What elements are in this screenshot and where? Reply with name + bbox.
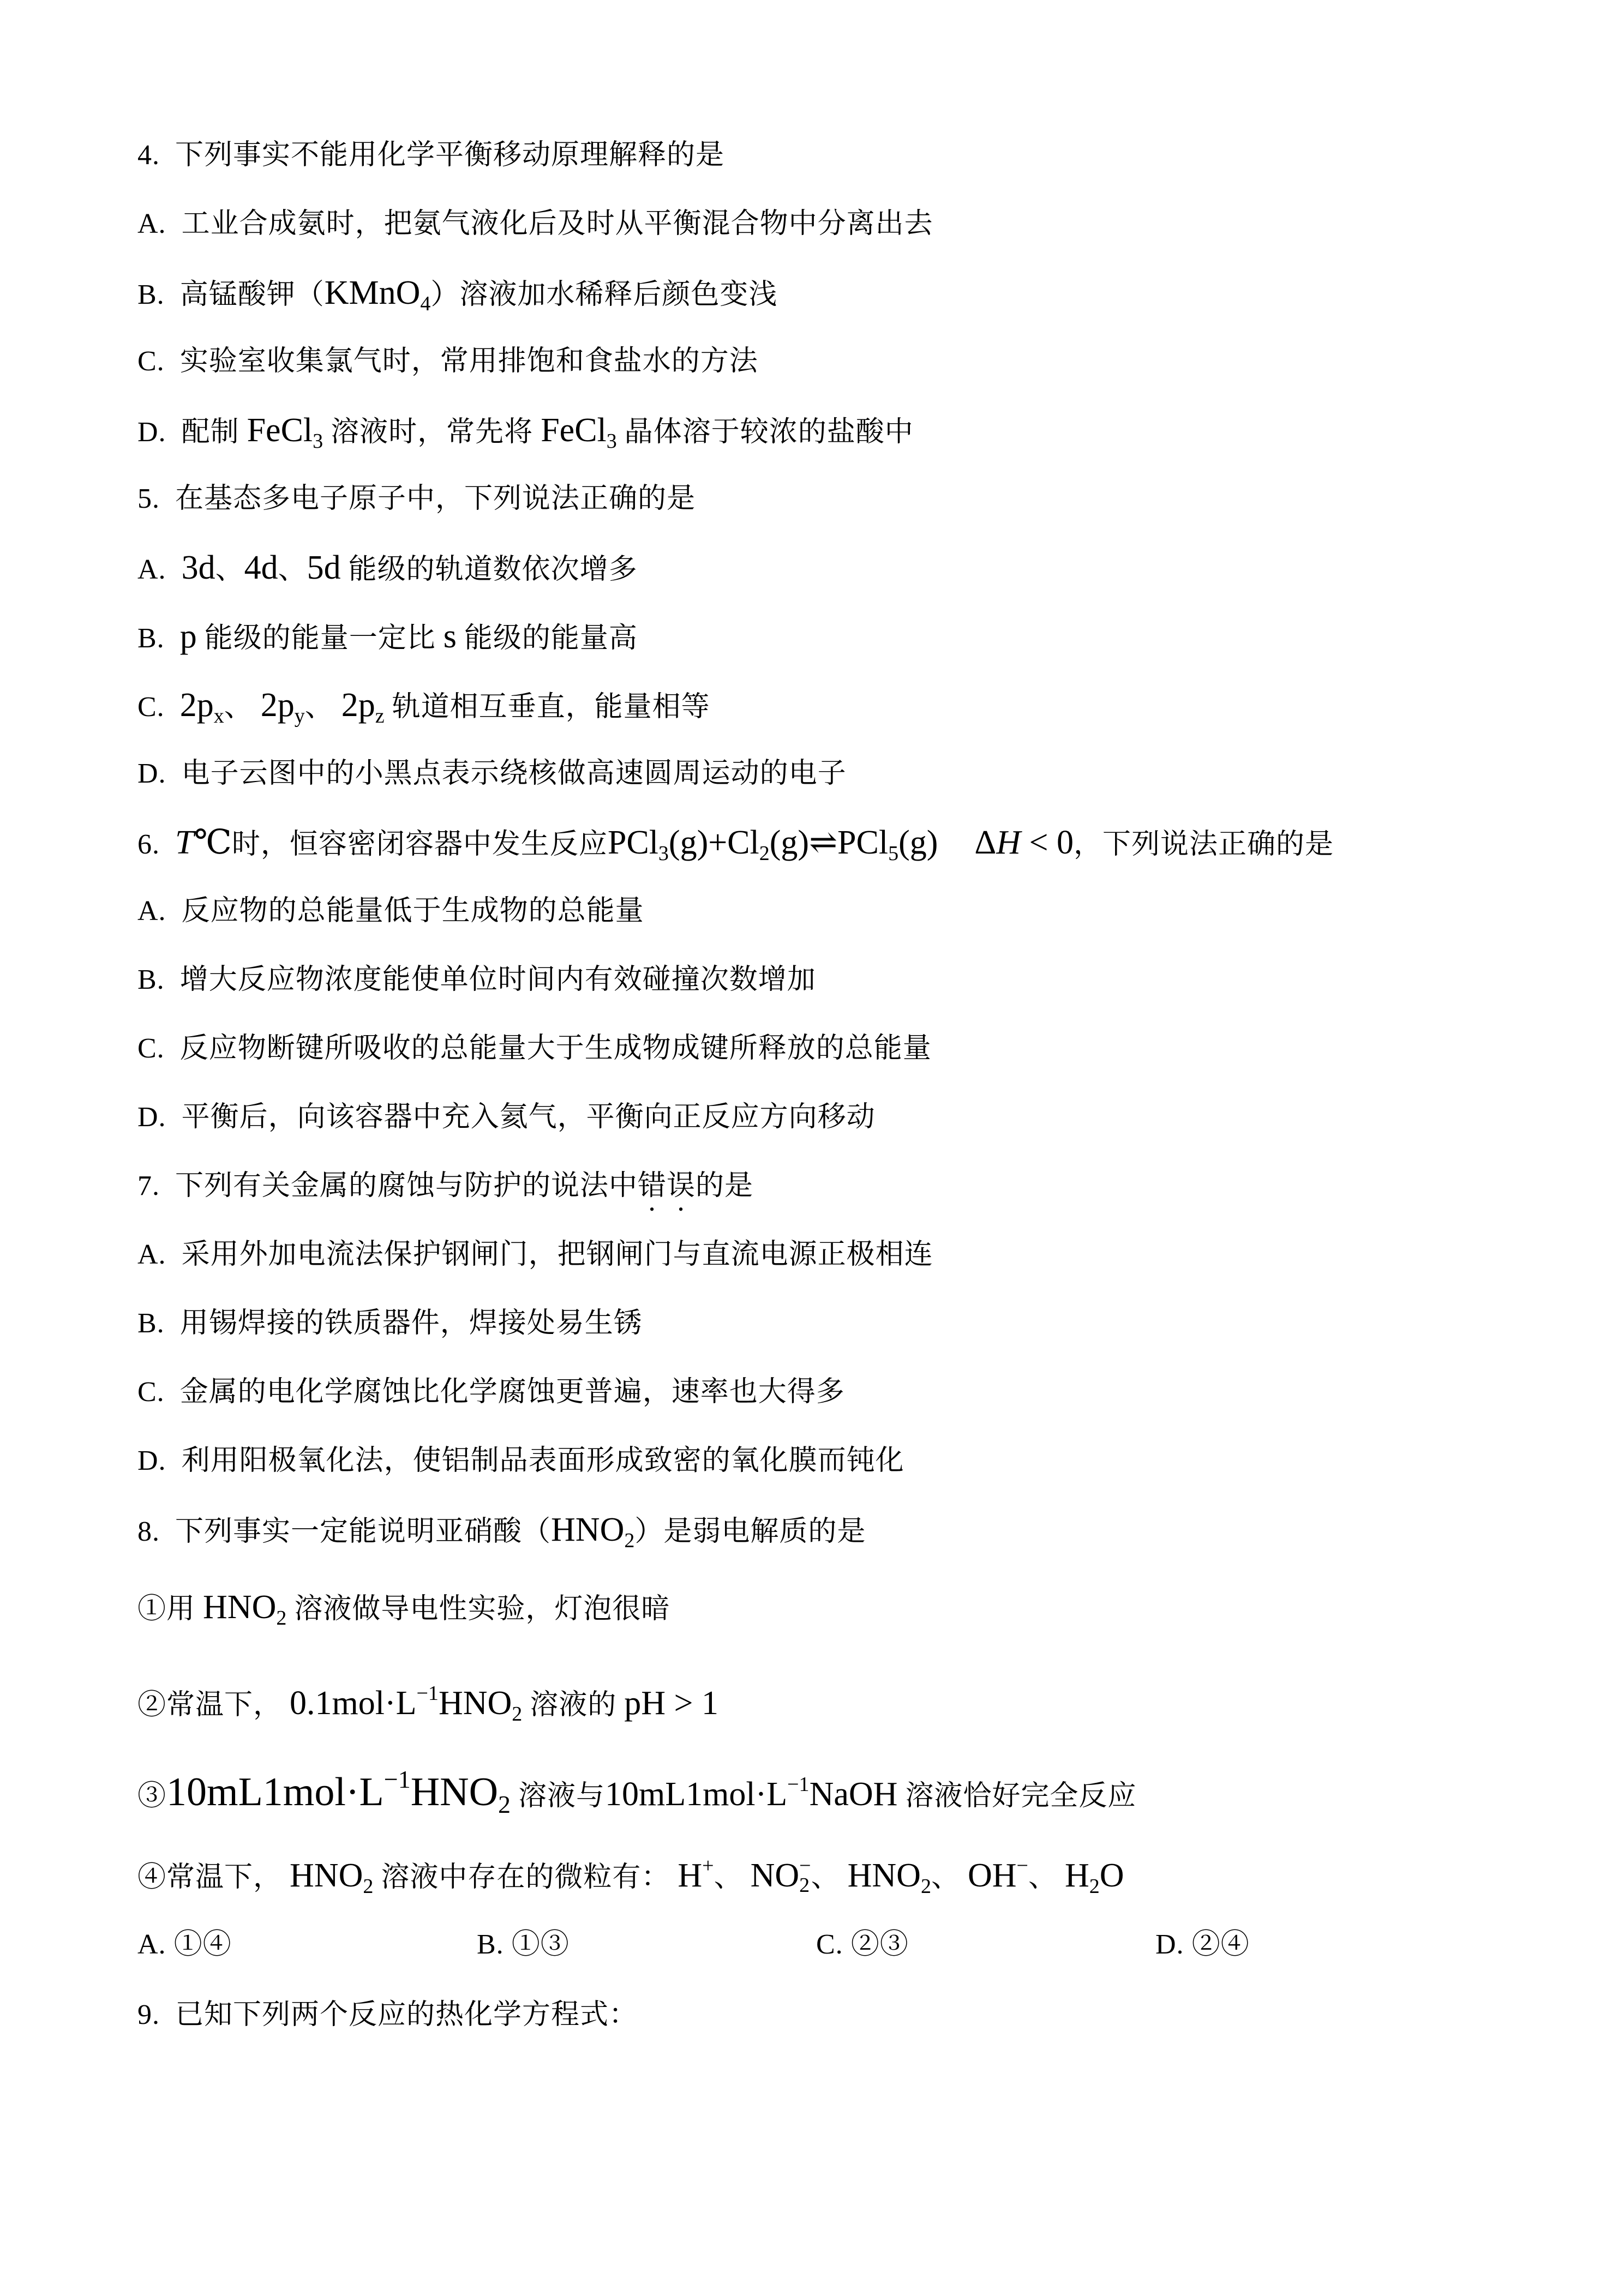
- text-segment: 下列事实一定能说明亚硝酸（: [175, 1516, 552, 1547]
- text-segment: 电子云图中的小黑点表示绕核做高速圆周运动的电子: [181, 758, 847, 789]
- text-segment: D.: [137, 417, 182, 448]
- text-segment: 平衡后，向该容器中充入氦气，平衡向正反应方向移动: [181, 1102, 876, 1133]
- formula-segment: 2: [512, 1703, 523, 1726]
- formula-segment: HNO: [203, 1589, 277, 1626]
- text-segment: 溶液做导电性实验，灯泡很暗: [286, 1594, 670, 1625]
- formula-segment: KMnO: [324, 274, 421, 311]
- q5-option-b: [137, 602, 1548, 671]
- text-segment: 反应物断键所吸收的总能量大于生成物成键所释放的总能量: [179, 1033, 932, 1064]
- text-segment: A.: [137, 208, 182, 239]
- q7-option-a: [137, 1221, 1548, 1289]
- formula-segment: 3: [658, 842, 669, 865]
- text-segment: [938, 829, 974, 860]
- text-segment: 、: [714, 1862, 751, 1893]
- q5-option-c: [137, 671, 1548, 740]
- formula-segment: ℃: [194, 824, 232, 861]
- formula-segment: FeCl: [541, 412, 607, 449]
- formula-segment: HNO: [847, 1857, 921, 1894]
- formula-segment: HNO: [410, 1770, 499, 1814]
- formula-segment: HNO: [551, 1511, 625, 1548]
- text-segment: 下列事实不能用化学平衡移动原理解释的是: [175, 140, 725, 171]
- text-segment: C.: [137, 692, 180, 723]
- q4-stem: [137, 121, 1548, 190]
- formula-segment: 2: [759, 842, 770, 865]
- q8-item-3: [137, 1736, 1548, 1823]
- text-segment: 的是: [696, 1170, 754, 1201]
- text-segment: 高锰酸钾（: [179, 279, 325, 310]
- formula-segment: +: [702, 1854, 714, 1877]
- formula-segment: HNO: [438, 1685, 512, 1722]
- text-segment: ）是弱电解质的是: [634, 1516, 866, 1547]
- q6-stem: [137, 808, 1548, 877]
- formula-segment: NO: [750, 1857, 800, 1894]
- formula-segment: 2p: [260, 687, 295, 724]
- formula-segment: H: [1064, 1857, 1089, 1894]
- formula-segment: 2: [1089, 1875, 1100, 1898]
- q7-option-c: [137, 1358, 1548, 1427]
- text-segment: 反应物的总能量低于生成物的总能量: [181, 895, 644, 927]
- formula-segment: PCl: [837, 824, 889, 861]
- q7-option-b: [137, 1289, 1548, 1358]
- formula-segment: H: [678, 1857, 703, 1894]
- q5-option-a: [137, 533, 1548, 602]
- text-segment: 溶液的: [522, 1690, 625, 1721]
- text-segment: 溶液与: [511, 1781, 606, 1812]
- formula-segment: 3d: [181, 549, 215, 586]
- q4-option-a: [137, 190, 1548, 259]
- text-segment: C.: [137, 346, 180, 377]
- text-segment: 、: [931, 1862, 968, 1893]
- formula-segment: T: [175, 824, 194, 861]
- text-segment: C.: [137, 1377, 180, 1408]
- formula-segment: 2p: [179, 687, 214, 724]
- text-segment: A.: [137, 1239, 182, 1270]
- text-segment: 能级的轨道数依次增多: [340, 554, 638, 585]
- q4-option-c: [137, 327, 1548, 396]
- option-circled-numbers: ①③: [511, 1929, 570, 1960]
- q8-item-1: [137, 1564, 1548, 1650]
- text-segment: 4.: [137, 140, 175, 171]
- q8-item-4: [137, 1823, 1548, 1909]
- text-segment: 5.: [137, 483, 175, 514]
- formula-segment: 10mL1mol·L: [605, 1776, 788, 1813]
- formula-segment: x: [213, 705, 224, 728]
- formula-segment: H: [996, 824, 1021, 861]
- text-segment: 溶液恰好完全反应: [897, 1781, 1137, 1812]
- formula-segment: −: [1016, 1854, 1028, 1877]
- text-segment: 6.: [137, 829, 175, 860]
- text-segment: ，下列说法正确的是: [1074, 829, 1334, 860]
- q6-option-d: [137, 1083, 1548, 1152]
- formula-segment: 3: [606, 430, 617, 453]
- formula-segment: z: [375, 705, 385, 728]
- text-segment: 溶液时，常先将: [323, 417, 541, 448]
- text-segment: 轨道相互垂直，能量相等: [384, 692, 710, 723]
- text-segment: 采用外加电流法保护钢闸门，把钢闸门与直流电源正极相连: [181, 1239, 933, 1270]
- formula-segment: ⇌: [809, 824, 838, 861]
- text-segment: ）溶液加水稀释后颜色变浅: [430, 279, 778, 310]
- text-segment: A.: [137, 554, 182, 585]
- formula-segment: y: [294, 705, 305, 728]
- option-label: B.: [477, 1929, 512, 1960]
- q6-option-a: [137, 877, 1548, 946]
- text-segment: ②常温下，: [137, 1690, 290, 1721]
- option-label: A.: [137, 1929, 174, 1960]
- option-circled-numbers: ①④: [173, 1929, 232, 1960]
- text-segment: ①用: [137, 1594, 203, 1625]
- text-segment: 、: [278, 554, 307, 585]
- q8-options-d: [1155, 1909, 1250, 1981]
- text-segment: 增大反应物浓度能使单位时间内有效碰撞次数增加: [179, 964, 816, 995]
- q6-option-c: [137, 1014, 1548, 1083]
- q8-stem: [137, 1495, 1548, 1564]
- q9-stem: [137, 1981, 1548, 2049]
- text-segment: 、: [1028, 1862, 1065, 1893]
- text-segment: 晶体溶于较浓的盐酸中: [616, 417, 914, 448]
- text-segment: ③: [137, 1781, 167, 1812]
- formula-segment: −1: [416, 1682, 439, 1705]
- formula-segment: pH > 1: [624, 1685, 719, 1722]
- text-segment: C.: [137, 1033, 180, 1064]
- formula-segment: 2: [920, 1875, 931, 1898]
- text-segment: 、: [811, 1862, 848, 1893]
- text-segment: D.: [137, 758, 182, 789]
- text-segment: 实验室收集氯气时，常用排饱和食盐水的方法: [179, 346, 758, 377]
- formula-segment: 5d: [307, 549, 341, 586]
- text-segment: 时，恒容密闭容器中发生反应: [231, 829, 608, 860]
- q8-options: [137, 1909, 1548, 1981]
- text-segment: A.: [137, 895, 182, 927]
- formula-segment: −1: [787, 1773, 810, 1796]
- text-segment: B.: [137, 279, 180, 310]
- formula-segment: −1: [383, 1765, 411, 1793]
- text-segment: B.: [137, 964, 180, 995]
- formula-segment: 0.1mol·L: [290, 1685, 417, 1722]
- text-segment: 、: [304, 692, 341, 723]
- option-circled-numbers: ②③: [850, 1929, 909, 1960]
- text-segment: 已知下列两个反应的热化学方程式：: [175, 1999, 638, 2030]
- formula-segment: (g): [898, 824, 938, 861]
- formula-segment: 2: [276, 1607, 287, 1630]
- formula-segment: < 0: [1021, 824, 1074, 861]
- formula-segment: 错误: [638, 1170, 696, 1201]
- formula-segment: OH: [967, 1857, 1017, 1894]
- option-circled-numbers: ②④: [1191, 1929, 1250, 1960]
- text-segment: 配制: [181, 417, 247, 448]
- text-segment: 7.: [137, 1170, 175, 1201]
- q7-stem: [137, 1152, 1548, 1221]
- q5-option-d: [137, 740, 1548, 808]
- formula-segment: NaOH: [809, 1776, 898, 1813]
- formula-segment: 4d: [244, 549, 278, 586]
- formula-segment: 2: [498, 1790, 511, 1818]
- formula-segment: 2: [363, 1875, 374, 1898]
- q8-item-2: [137, 1650, 1548, 1736]
- text-segment: D.: [137, 1445, 182, 1476]
- text-segment: 溶液中存在的微粒有：: [373, 1862, 678, 1893]
- formula-segment: s: [443, 618, 457, 655]
- text-segment: 在基态多电子原子中，下列说法正确的是: [175, 483, 696, 514]
- formula-segment: 2: [624, 1529, 635, 1552]
- option-label: C.: [816, 1929, 851, 1960]
- formula-segment: O: [1099, 1857, 1124, 1894]
- text-segment: 金属的电化学腐蚀比化学腐蚀更普遍，速率也大得多: [179, 1377, 845, 1408]
- formula-segment: (g)+Cl: [668, 824, 759, 861]
- formula-segment: 4: [420, 292, 431, 315]
- formula-segment: 5: [888, 842, 899, 865]
- formula-segment: 2p: [341, 687, 375, 724]
- formula-segment: Δ: [974, 824, 997, 861]
- text-segment: 能级的能量一定比: [196, 623, 444, 654]
- formula-segment: − 2: [799, 1854, 811, 1897]
- text-segment: 工业合成氨时，把氨气液化后及时从平衡混合物中分离出去: [181, 208, 933, 239]
- formula-segment: 3: [313, 430, 323, 453]
- text-segment: B.: [137, 623, 180, 654]
- text-segment: 下列有关金属的腐蚀与防护的说法中: [175, 1170, 638, 1201]
- q8-options-a: [137, 1909, 477, 1981]
- text-segment: D.: [137, 1102, 182, 1133]
- text-segment: B.: [137, 1308, 180, 1339]
- q4-option-b: [137, 259, 1548, 327]
- text-segment: 用锡焊接的铁质器件，焊接处易生锈: [179, 1308, 643, 1339]
- q6-option-b: [137, 946, 1548, 1014]
- text-segment: 9.: [137, 1999, 175, 2030]
- text-segment: ④常温下，: [137, 1862, 290, 1893]
- text-segment: 能级的能量高: [456, 623, 638, 654]
- formula-segment: FeCl: [247, 412, 313, 449]
- q4-option-d: [137, 396, 1548, 465]
- text-segment: 、: [215, 554, 244, 585]
- formula-segment: p: [179, 618, 197, 655]
- q5-stem: [137, 465, 1548, 533]
- q8-options-b: [477, 1909, 816, 1981]
- formula-segment: 10mL1mol·L: [166, 1770, 384, 1814]
- q7-option-d: [137, 1427, 1548, 1495]
- formula-segment: (g): [769, 824, 810, 861]
- q8-options-c: [816, 1909, 1155, 1981]
- text-segment: 、: [224, 692, 261, 723]
- text-segment: 8.: [137, 1516, 175, 1547]
- formula-segment: HNO: [290, 1857, 363, 1894]
- formula-segment: PCl: [607, 824, 658, 861]
- option-label: D.: [1155, 1929, 1192, 1960]
- text-segment: 利用阳极氧化法，使铝制品表面形成致密的氧化膜而钝化: [181, 1445, 904, 1476]
